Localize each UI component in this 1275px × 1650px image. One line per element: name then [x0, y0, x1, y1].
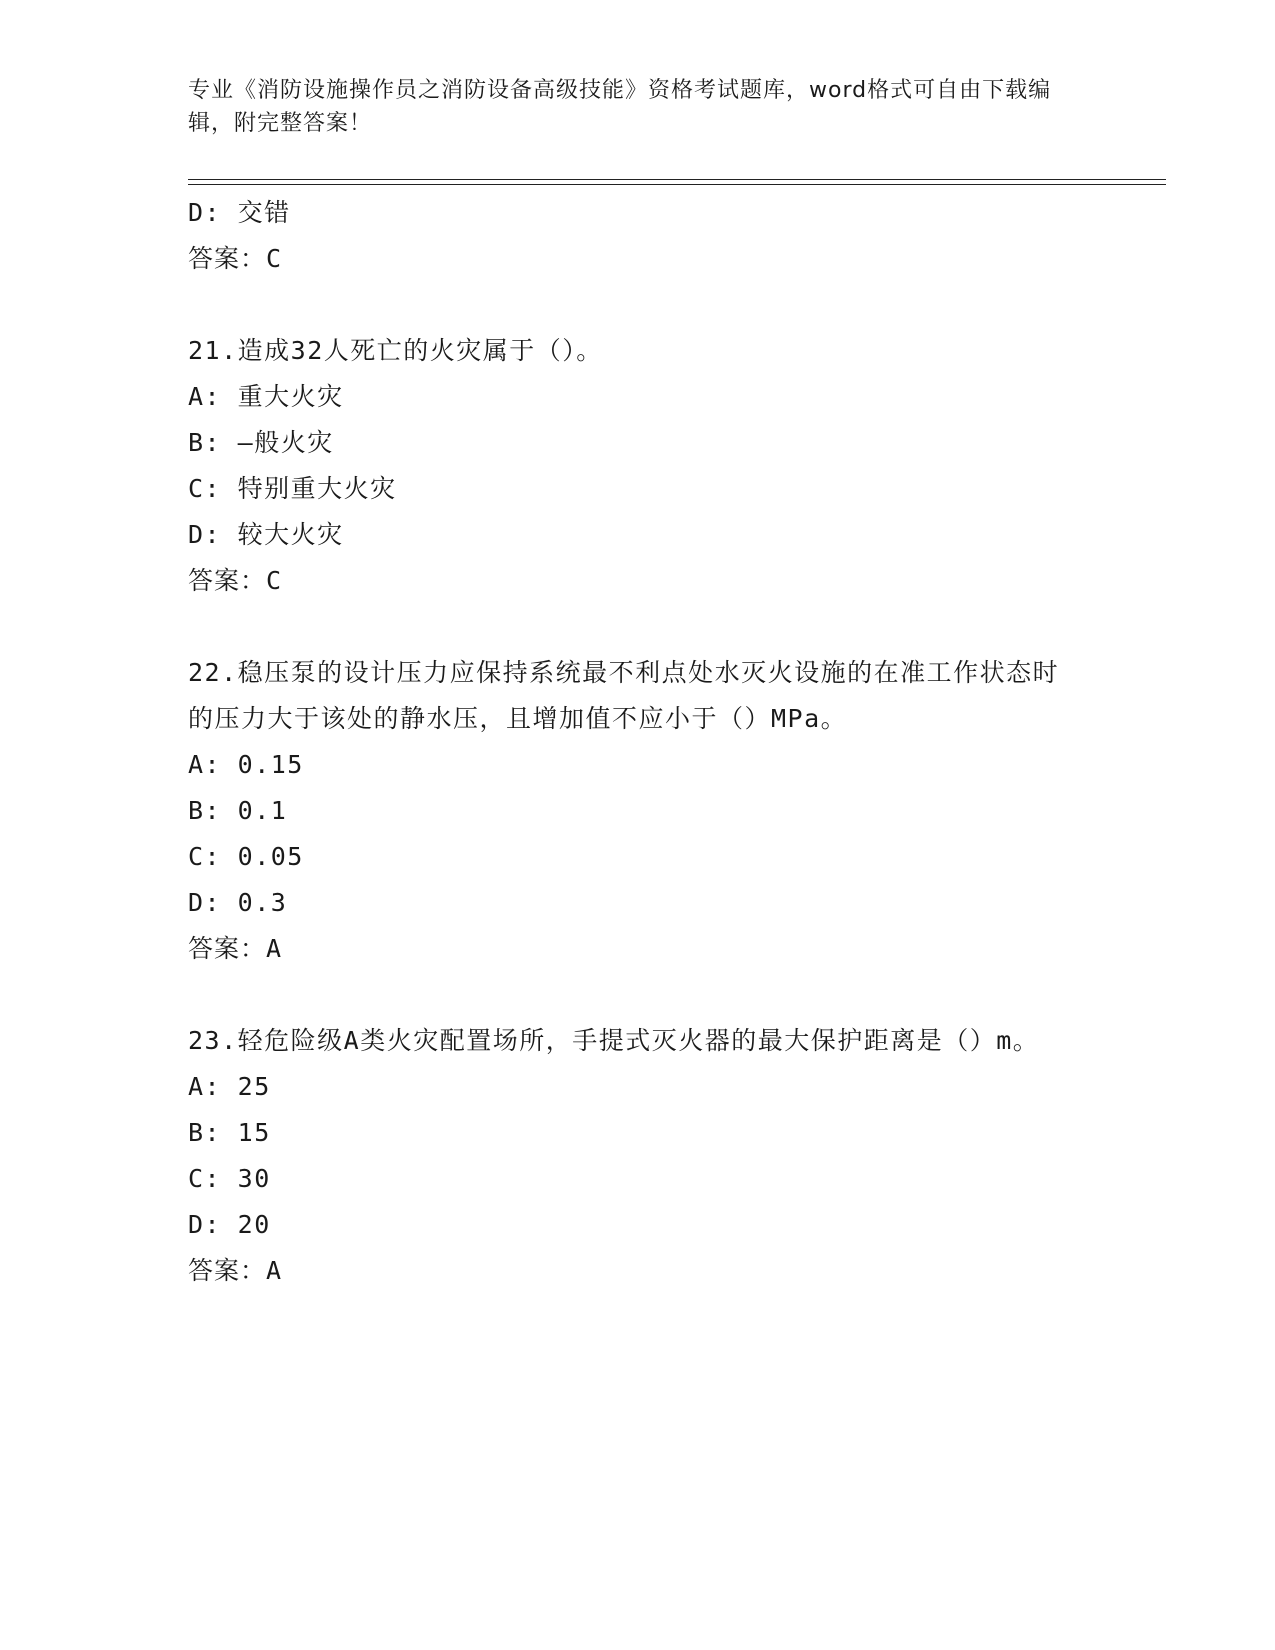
question-23 — [188, 1018, 1088, 1294]
question-22 — [188, 650, 1088, 972]
header-rule-top — [188, 179, 1166, 180]
option-c: C: 0.05 — [188, 842, 304, 871]
option-c: C: 特别重大火灾 — [188, 474, 397, 503]
option-b: B: —般火灾 — [188, 428, 334, 457]
answer-line — [188, 926, 1088, 972]
option-a: A: 0.15 — [188, 750, 304, 779]
answer-value: A — [266, 1256, 283, 1285]
option-a: A: 重大火灾 — [188, 382, 344, 411]
question-stem: 23.轻危险级A类火灾配置场所，手提式灭火器的最大保护距离是（）m。 — [188, 1026, 1040, 1055]
answer-label: 答案： — [188, 934, 267, 963]
answer-line — [188, 558, 1088, 604]
answer-value: C — [266, 566, 283, 595]
document-header: 专业《消防设施操作员之消防设备高级技能》资格考试题库，word格式可自由下载编辑，附完整答案！ — [188, 78, 1052, 136]
option-a: A: 25 — [188, 1072, 271, 1101]
option-b: B: 15 — [188, 1118, 271, 1147]
answer-label: 答案： — [188, 566, 267, 595]
option-d: D: 0.3 — [188, 888, 288, 917]
answer-value: A — [266, 934, 283, 963]
option-c: C: 30 — [188, 1164, 271, 1193]
option-b: B: 0.1 — [188, 796, 288, 825]
header-rule-bottom — [188, 184, 1166, 185]
question-stem: 21.造成32人死亡的火灾属于（）。 — [188, 336, 603, 365]
option-d: D: 20 — [188, 1210, 271, 1239]
option-d: D: 较大火灾 — [188, 520, 344, 549]
answer-line — [188, 1248, 1088, 1294]
answer-label: 答案： — [188, 1256, 267, 1285]
question-list — [188, 190, 1088, 1294]
answer-value: C — [266, 244, 283, 273]
question-stem: 22.稳压泵的设计压力应保持系统最不利点处水灭火设施的在准工作状态时的压力大于该处的静水压，且增加值不应小于（）MPa。 — [188, 658, 1060, 733]
option-d: D: 交错 — [188, 198, 291, 227]
question-21 — [188, 328, 1088, 604]
answer-label: 答案： — [188, 244, 267, 273]
answer-line — [188, 236, 1088, 282]
